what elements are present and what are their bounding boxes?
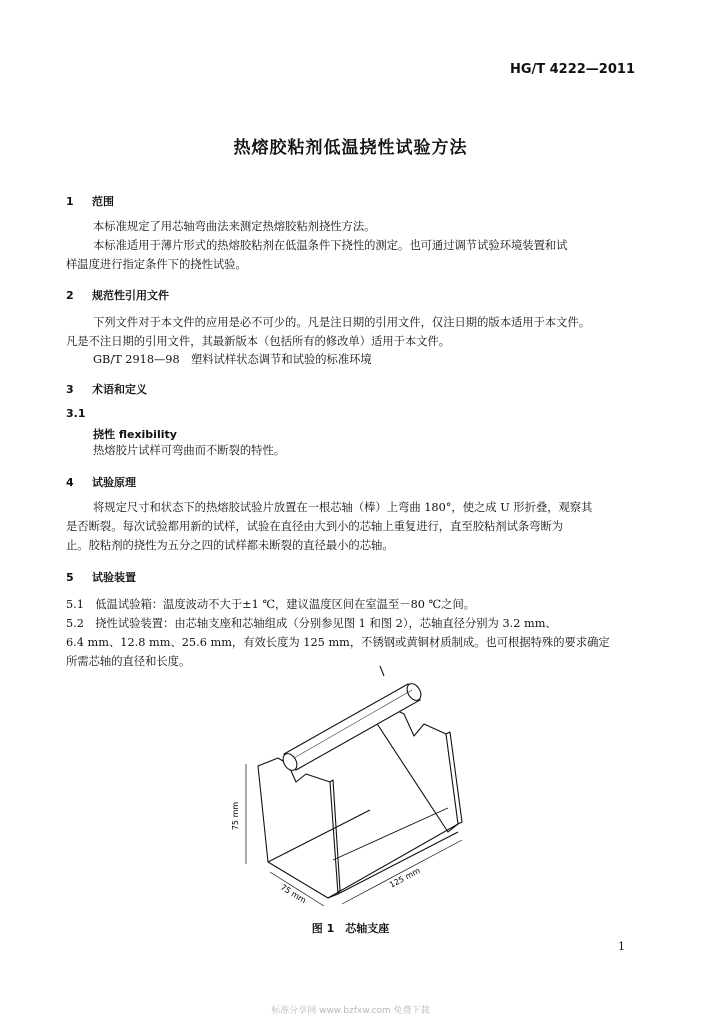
subclause-3-1-number: 3.1: [66, 407, 86, 420]
section-4-heading: [66, 474, 136, 490]
section-title: 范围: [92, 195, 114, 208]
normative-reference: GB/T 2918—98 塑料试样状态调节和试验的标准环境: [93, 353, 372, 366]
section-title: 术语和定义: [92, 383, 147, 396]
clause-5-2-line-3: 所需芯轴的直径和长度。: [66, 655, 191, 668]
section-title: 试验原理: [92, 476, 136, 489]
clause-5-2-line-2: 6.4 mm、12.8 mm、25.6 mm，有效长度为 125 mm，不锈钢或黄铜材质制成。也可根据特殊的要求确定: [66, 636, 610, 649]
section-1-heading: [66, 193, 114, 209]
section-number: 3: [66, 383, 74, 396]
section-title: 规范性引用文件: [92, 289, 169, 302]
figure-1-mandrel-support: [212, 664, 502, 910]
section-3-heading: [66, 381, 147, 397]
term-flexibility: 挠性 flexibility: [93, 428, 177, 441]
section-number: 1: [66, 195, 74, 208]
standard-number: HG/T 4222—2011: [509, 62, 635, 77]
clause-5-1: 5.1 低温试验箱：温度波动不大于±1 ℃，建议温度区间在室温至－80 ℃之间。: [66, 598, 476, 611]
section-title: 试验装置: [92, 571, 136, 584]
depth-dimension-label: 75 mm: [278, 882, 308, 906]
term-definition: 热熔胶片试样可弯曲而不断裂的特性。: [93, 444, 286, 457]
page-number: 1: [618, 940, 625, 953]
length-dimension-label: 125 mm: [387, 865, 422, 890]
length-dimension-line: [342, 840, 462, 904]
section-1-paragraph-1: 本标准规定了用芯轴弯曲法来测定热熔胶粘剂挠性方法。: [93, 220, 376, 233]
section-4-line-2: 是否断裂。每次试验都用新的试样，试验在直径由大到小的芯轴上重复进行，直至胶粘剂试条弯断为: [66, 520, 564, 533]
section-number: 2: [66, 289, 74, 302]
mandrel-support-drawing: [258, 708, 462, 898]
section-2-heading: [66, 287, 169, 303]
height-dimension-label: 75 mm: [231, 801, 240, 831]
section-number: 5: [66, 571, 74, 584]
section-number: 4: [66, 476, 74, 489]
mandrel-rod: [280, 666, 423, 773]
footer-watermark: 标准分享网 www.bzfxw.com 免费下载: [271, 1006, 430, 1016]
section-1-paragraph-2-line-1: 本标准适用于薄片形式的热熔胶粘剂在低温条件下挠性的测定。也可通过调节试验环境装置和试: [93, 239, 568, 252]
figure-caption: 图 1 芯轴支座: [311, 922, 390, 935]
section-2-paragraph-line-2: 凡是不注日期的引用文件，其最新版本（包括所有的修改单）适用于本文件。: [66, 335, 451, 348]
section-4-line-1: 将规定尺寸和状态下的热熔胶试验片放置在一根芯轴（棒）上弯曲 180°，使之成 U 形折叠，观察其: [93, 501, 593, 514]
section-2-paragraph-line-1: 下列文件对于本文件的应用是必不可少的。凡是注日期的引用文件，仅注日期的版本适用于本文件。: [93, 316, 591, 329]
document-title: 热熔胶粘剂低温挠性试验方法: [233, 138, 468, 158]
clause-5-2-line-1: 5.2 挠性试验装置：由芯轴支座和芯轴组成（分别参见图 1 和图 2），芯轴直径分别为 3.2 mm、: [66, 617, 557, 630]
section-1-paragraph-2-line-2: 样温度进行指定条件下的挠性试验。: [66, 258, 247, 271]
section-5-heading: [66, 569, 136, 585]
section-4-line-3: 止。胶粘剂的挠性为五分之四的试样都未断裂的直径最小的芯轴。: [66, 539, 394, 552]
